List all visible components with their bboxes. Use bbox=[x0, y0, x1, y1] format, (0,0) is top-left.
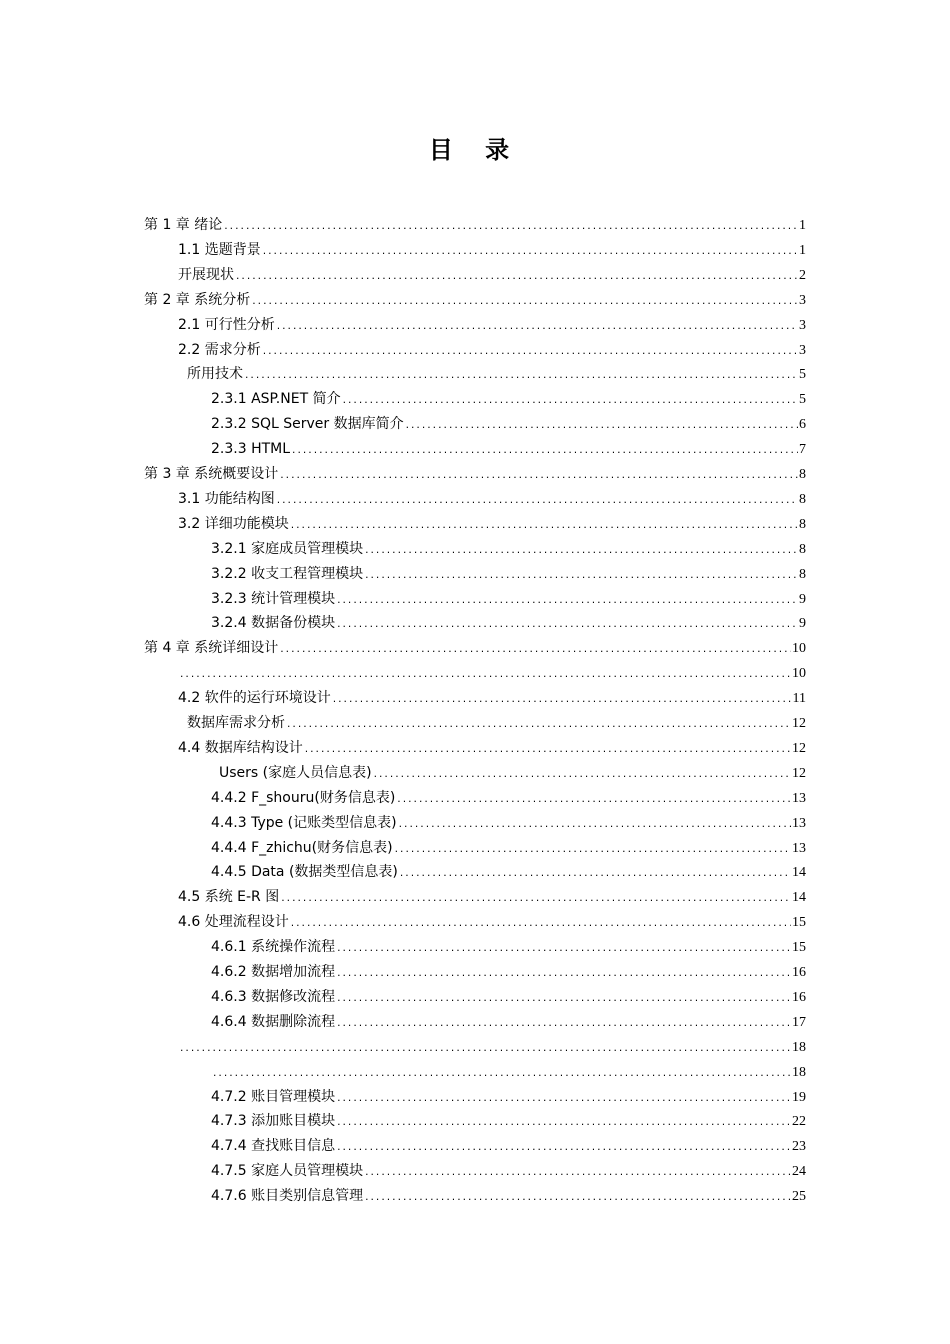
toc-entry-page-number: 8 bbox=[799, 566, 806, 582]
dot-leader bbox=[336, 1134, 791, 1158]
toc-entry[interactable] bbox=[211, 537, 806, 561]
toc-entry-label: 4.4.5 Data (数据类型信息表) bbox=[211, 864, 398, 881]
toc-entry-page-number: 5 bbox=[799, 392, 806, 408]
toc-entry-page-number: 17 bbox=[792, 1014, 806, 1030]
dot-leader bbox=[279, 636, 791, 660]
toc-entry[interactable] bbox=[178, 910, 806, 934]
toc-entry-label: 3.2.4 数据备份模块 bbox=[211, 615, 336, 632]
dot-leader bbox=[394, 836, 791, 860]
toc-entry-page-number: 16 bbox=[792, 989, 806, 1005]
toc-entry-page-number: 3 bbox=[799, 317, 806, 333]
toc-entry-page-number: 14 bbox=[792, 865, 806, 881]
dot-leader bbox=[336, 1085, 791, 1109]
toc-entry-label: 4.4.4 F_zhichu(财务信息表) bbox=[211, 839, 393, 856]
toc-entry-label: 3.2 详细功能模块 bbox=[178, 515, 289, 532]
toc-entry-page-number: 15 bbox=[792, 915, 806, 931]
toc-entry-label: 第 3 章 系统概要设计 bbox=[144, 466, 279, 482]
dot-leader bbox=[405, 412, 798, 436]
dot-leader bbox=[399, 860, 791, 884]
toc-entry[interactable] bbox=[187, 711, 806, 735]
toc-entry[interactable] bbox=[211, 437, 806, 461]
toc-entry-label: 4.4 数据库结构设计 bbox=[178, 739, 303, 756]
toc-entry-page-number: 12 bbox=[792, 740, 806, 756]
page-title: 目 录 bbox=[428, 136, 522, 164]
toc-entry-label: 4.7.2 账目管理模块 bbox=[211, 1088, 336, 1105]
toc-entry[interactable] bbox=[178, 736, 806, 760]
toc-entry[interactable] bbox=[211, 860, 806, 884]
toc-entry[interactable] bbox=[211, 1109, 806, 1133]
toc-entry-page-number: 8 bbox=[799, 467, 806, 482]
toc-entry[interactable] bbox=[178, 313, 806, 337]
dot-leader bbox=[235, 263, 798, 287]
toc-entry-page-number: 6 bbox=[799, 417, 806, 433]
toc-entry[interactable] bbox=[211, 1085, 806, 1109]
toc-entry-label: 3.2.2 收支工程管理模块 bbox=[211, 565, 364, 582]
toc-entry[interactable] bbox=[178, 661, 806, 685]
toc-entry-page-number: 5 bbox=[799, 367, 806, 383]
dot-leader bbox=[291, 437, 798, 461]
toc-entry[interactable] bbox=[211, 1134, 806, 1158]
toc-entry-label: 2.3.2 SQL Server 数据库简介 bbox=[211, 416, 404, 433]
toc-entry-page-number: 22 bbox=[792, 1114, 806, 1130]
toc-entry-page-number: 23 bbox=[792, 1139, 806, 1155]
dot-leader bbox=[364, 562, 798, 586]
toc-entry-label: 第 1 章 绪论 bbox=[144, 217, 223, 233]
dot-leader bbox=[244, 362, 798, 386]
dot-leader bbox=[336, 1109, 791, 1133]
toc-entry-label: 4.4.3 Type (记账类型信息表) bbox=[211, 814, 397, 831]
toc-entry[interactable] bbox=[211, 611, 806, 635]
dot-leader bbox=[223, 213, 798, 237]
toc-entry-page-number: 8 bbox=[799, 516, 806, 532]
dot-leader bbox=[342, 387, 798, 411]
dot-leader bbox=[373, 761, 791, 785]
toc-entry-page-number: 19 bbox=[792, 1089, 806, 1105]
toc-entry-label: 3.2.3 统计管理模块 bbox=[211, 590, 336, 607]
toc-entry[interactable] bbox=[211, 587, 806, 611]
toc-entry[interactable] bbox=[187, 362, 806, 386]
toc-entry-label: 4.2 软件的运行环境设计 bbox=[178, 690, 331, 707]
toc-entry[interactable] bbox=[178, 487, 806, 511]
toc-entry-page-number: 9 bbox=[799, 591, 806, 607]
toc-entry-label: 1.1 选题背景 bbox=[178, 241, 261, 258]
dot-leader bbox=[179, 1035, 791, 1059]
toc-entry[interactable] bbox=[144, 213, 806, 237]
toc-entry[interactable] bbox=[211, 811, 806, 835]
toc-entry[interactable] bbox=[211, 935, 806, 959]
toc-entry-page-number: 11 bbox=[792, 691, 806, 707]
toc-entry-page-number: 1 bbox=[799, 242, 806, 258]
toc-entry[interactable] bbox=[211, 985, 806, 1009]
toc-entry-page-number: 9 bbox=[799, 616, 806, 632]
toc-entry-page-number: 14 bbox=[792, 890, 806, 906]
toc-entry-page-number: 13 bbox=[792, 840, 806, 856]
toc-entry-label: 所用技术 bbox=[187, 366, 243, 383]
toc-entry[interactable] bbox=[178, 885, 806, 909]
toc-entry[interactable] bbox=[144, 288, 806, 312]
toc-entry-label: 第 4 章 系统详细设计 bbox=[144, 640, 279, 657]
toc-entry-label: 2.2 需求分析 bbox=[178, 341, 261, 358]
toc-entry-label: 第 2 章 系统分析 bbox=[144, 291, 251, 308]
toc-entry-page-number: 2 bbox=[799, 267, 806, 283]
toc-entry[interactable] bbox=[178, 512, 806, 536]
toc-entry[interactable] bbox=[211, 387, 806, 411]
toc-entry-label: 3.1 功能结构图 bbox=[178, 490, 275, 507]
toc-entry-label: 数据库需求分析 bbox=[187, 715, 285, 731]
toc-entry-label: 4.6 处理流程设计 bbox=[178, 914, 289, 931]
dot-leader bbox=[290, 910, 791, 934]
dot-leader bbox=[279, 462, 798, 486]
toc-entry-page-number: 10 bbox=[792, 666, 806, 682]
toc-entry-label: 4.6.1 系统操作流程 bbox=[211, 939, 336, 956]
dot-leader bbox=[280, 885, 791, 909]
toc-entry-page-number: 15 bbox=[792, 940, 806, 956]
toc-entry[interactable] bbox=[219, 761, 806, 785]
toc-entry-label: 4.6.3 数据修改流程 bbox=[211, 988, 336, 1005]
dot-leader bbox=[396, 786, 791, 810]
dot-leader bbox=[304, 736, 791, 760]
toc-entry-page-number: 8 bbox=[799, 541, 806, 557]
dot-leader bbox=[262, 338, 798, 362]
toc-entry-label: 4.6.2 数据增加流程 bbox=[211, 964, 336, 980]
toc-entry[interactable] bbox=[178, 263, 806, 287]
toc-entry[interactable] bbox=[211, 412, 806, 436]
toc-entry-page-number: 25 bbox=[792, 1189, 806, 1205]
dot-leader bbox=[290, 512, 798, 536]
toc-entry-label: 4.6.4 数据删除流程 bbox=[211, 1013, 336, 1030]
toc-entry[interactable] bbox=[211, 1159, 806, 1183]
toc-entry-label: 4.5 系统 E-R 图 bbox=[178, 889, 280, 906]
dot-leader bbox=[286, 711, 791, 735]
toc-entry-page-number: 7 bbox=[799, 442, 806, 458]
dot-leader bbox=[336, 1010, 791, 1034]
toc-entry-page-number: 13 bbox=[792, 815, 806, 831]
toc-entry[interactable] bbox=[144, 462, 806, 486]
toc-entry[interactable] bbox=[211, 786, 806, 810]
toc-entry[interactable] bbox=[144, 636, 806, 660]
dot-leader bbox=[336, 935, 791, 959]
dot-leader bbox=[179, 661, 791, 685]
toc-entry[interactable] bbox=[211, 836, 806, 860]
toc-entry-label: 2.3.3 HTML bbox=[211, 441, 291, 458]
toc-entry-label: 2.1 可行性分析 bbox=[178, 316, 275, 333]
toc-entry[interactable] bbox=[211, 1184, 806, 1208]
toc-entry[interactable] bbox=[211, 1060, 806, 1084]
toc-entry-page-number: 18 bbox=[792, 1039, 806, 1055]
dot-leader bbox=[212, 1060, 791, 1084]
dot-leader bbox=[336, 985, 791, 1009]
dot-leader bbox=[364, 537, 798, 561]
toc-entry-page-number: 13 bbox=[792, 790, 806, 806]
toc-entry-label: 4.7.4 查找账目信息 bbox=[211, 1138, 336, 1155]
toc-entry-page-number: 8 bbox=[799, 491, 806, 507]
toc-entry[interactable] bbox=[178, 238, 806, 262]
toc-entry-label: 4.7.6 账目类别信息管理 bbox=[211, 1188, 364, 1205]
dot-leader bbox=[251, 288, 798, 312]
toc-entry[interactable] bbox=[211, 562, 806, 586]
toc-entry-page-number: 10 bbox=[792, 641, 806, 657]
toc-entry[interactable] bbox=[178, 1035, 806, 1059]
dot-leader bbox=[276, 313, 798, 337]
toc-entry[interactable] bbox=[211, 1010, 806, 1034]
dot-leader bbox=[336, 587, 798, 611]
dot-leader bbox=[276, 487, 798, 511]
toc-entry-label: Users (家庭人员信息表) bbox=[219, 764, 372, 781]
toc-entry-page-number: 3 bbox=[799, 292, 806, 308]
toc-entry[interactable] bbox=[211, 960, 806, 984]
toc-entry-label: 开展现状 bbox=[178, 266, 234, 283]
toc-entry[interactable] bbox=[178, 686, 806, 710]
toc-entry-label: 2.3.1 ASP.NET 简介 bbox=[211, 391, 341, 408]
toc-entry-page-number: 16 bbox=[792, 965, 806, 980]
toc-entry-page-number: 12 bbox=[792, 765, 806, 781]
toc-entry-label: 4.4.2 F_shouru(财务信息表) bbox=[211, 789, 396, 806]
toc-entry-label: 4.7.3 添加账目模块 bbox=[211, 1113, 336, 1130]
toc-entry-page-number: 3 bbox=[799, 342, 806, 358]
toc-entry-page-number: 24 bbox=[792, 1164, 806, 1180]
toc-entry-page-number: 18 bbox=[792, 1064, 806, 1080]
dot-leader bbox=[336, 611, 798, 635]
toc-entry-label: 4.7.5 家庭人员管理模块 bbox=[211, 1163, 364, 1180]
toc-entry[interactable] bbox=[178, 338, 806, 362]
toc-entry-page-number: 1 bbox=[799, 218, 806, 233]
dot-leader bbox=[364, 1159, 791, 1183]
toc-entry-label: 3.2.1 家庭成员管理模块 bbox=[211, 540, 364, 557]
toc-entry-page-number: 12 bbox=[792, 716, 806, 731]
dot-leader bbox=[336, 960, 791, 984]
dot-leader bbox=[398, 811, 791, 835]
dot-leader bbox=[364, 1184, 791, 1208]
dot-leader bbox=[332, 686, 792, 710]
dot-leader bbox=[262, 238, 798, 262]
